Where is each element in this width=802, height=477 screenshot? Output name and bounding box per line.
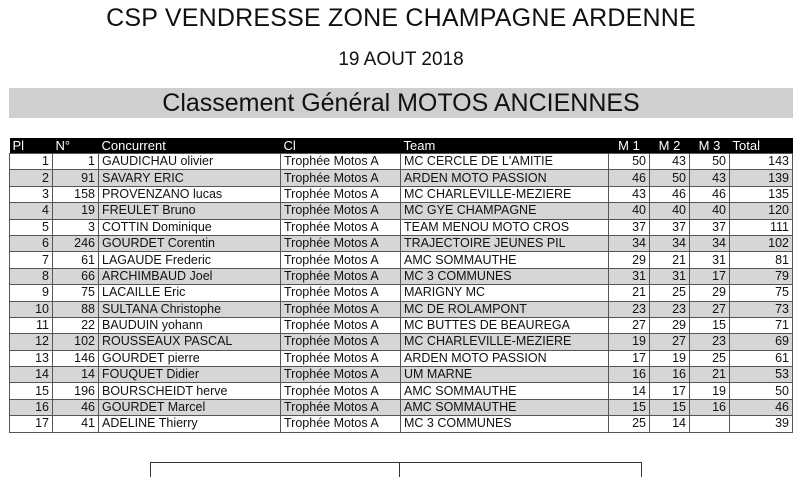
cell-class: Trophée Motos A <box>281 186 401 202</box>
cell-competitor: GOURDET pierre <box>99 350 281 366</box>
cell-m1: 21 <box>609 285 650 301</box>
cell-team: MARIGNY MC <box>401 285 609 301</box>
cell-m1: 15 <box>609 399 650 415</box>
cell-m3: 50 <box>690 154 730 170</box>
table-row <box>10 219 793 235</box>
cell-place: 12 <box>10 334 53 350</box>
cell-team: MC DE ROLAMPONT <box>401 301 609 317</box>
cell-class: Trophée Motos A <box>281 334 401 350</box>
cell-total: 39 <box>730 416 793 432</box>
cell-m3: 17 <box>690 268 730 284</box>
cell-total: 50 <box>730 383 793 399</box>
cell-m3: 29 <box>690 285 730 301</box>
table-row <box>10 186 793 202</box>
cell-place: 4 <box>10 203 53 219</box>
table-header-row <box>10 138 793 154</box>
cell-m2: 15 <box>650 399 690 415</box>
cell-place: 11 <box>10 317 53 333</box>
cell-place: 7 <box>10 252 53 268</box>
table-row <box>10 416 793 432</box>
cell-place: 1 <box>10 154 53 170</box>
cell-m2: 46 <box>650 186 690 202</box>
cell-class: Trophée Motos A <box>281 154 401 170</box>
cell-competitor: LAGAUDE Frederic <box>99 252 281 268</box>
cell-m1: 37 <box>609 219 650 235</box>
table-row <box>10 252 793 268</box>
cell-m1: 14 <box>609 383 650 399</box>
cell-class: Trophée Motos A <box>281 285 401 301</box>
col-header-competitor: Concurrent <box>99 138 281 154</box>
cell-total: 61 <box>730 350 793 366</box>
cell-m2: 37 <box>650 219 690 235</box>
col-header-m2: M 2 <box>650 138 690 154</box>
table-row <box>10 203 793 219</box>
cell-number: 41 <box>53 416 99 432</box>
cell-competitor: ADELINE Thierry <box>99 416 281 432</box>
cell-m1: 40 <box>609 203 650 219</box>
cell-m2: 34 <box>650 235 690 251</box>
cell-place: 9 <box>10 285 53 301</box>
cell-m3: 27 <box>690 301 730 317</box>
cell-m1: 50 <box>609 154 650 170</box>
cell-total: 71 <box>730 317 793 333</box>
cell-number: 66 <box>53 268 99 284</box>
cell-class: Trophée Motos A <box>281 268 401 284</box>
cell-number: 158 <box>53 186 99 202</box>
table-row <box>10 367 793 383</box>
cell-competitor: COTTIN Dominique <box>99 219 281 235</box>
cell-competitor: LACAILLE Eric <box>99 285 281 301</box>
cell-total: 135 <box>730 186 793 202</box>
cell-class: Trophée Motos A <box>281 399 401 415</box>
cell-m1: 16 <box>609 367 650 383</box>
cell-number: 91 <box>53 170 99 186</box>
cell-total: 53 <box>730 367 793 383</box>
cell-m3: 34 <box>690 235 730 251</box>
cell-place: 2 <box>10 170 53 186</box>
cell-place: 16 <box>10 399 53 415</box>
cell-team: TEAM MENOU MOTO CROS <box>401 219 609 235</box>
cell-m3 <box>690 416 730 432</box>
col-header-number: N° <box>53 138 99 154</box>
footer-box <box>150 462 642 477</box>
cell-number: 102 <box>53 334 99 350</box>
cell-competitor: GAUDICHAU olivier <box>99 154 281 170</box>
cell-team: MC CHARLEVILLE-MEZIERE <box>401 334 609 350</box>
cell-m1: 23 <box>609 301 650 317</box>
cell-m2: 23 <box>650 301 690 317</box>
cell-number: 146 <box>53 350 99 366</box>
cell-m3: 37 <box>690 219 730 235</box>
cell-m1: 31 <box>609 268 650 284</box>
col-header-m3: M 3 <box>690 138 730 154</box>
cell-class: Trophée Motos A <box>281 317 401 333</box>
cell-competitor: SULTANA Christophe <box>99 301 281 317</box>
cell-class: Trophée Motos A <box>281 252 401 268</box>
cell-m1: 19 <box>609 334 650 350</box>
cell-place: 5 <box>10 219 53 235</box>
results-table <box>9 138 793 433</box>
cell-class: Trophée Motos A <box>281 203 401 219</box>
cell-place: 14 <box>10 367 53 383</box>
cell-number: 196 <box>53 383 99 399</box>
cell-class: Trophée Motos A <box>281 235 401 251</box>
cell-total: 120 <box>730 203 793 219</box>
table-row <box>10 383 793 399</box>
table-row <box>10 399 793 415</box>
cell-class: Trophée Motos A <box>281 383 401 399</box>
cell-competitor: GOURDET Corentin <box>99 235 281 251</box>
cell-team: MC 3 COMMUNES <box>401 268 609 284</box>
col-header-class: Cl <box>281 138 401 154</box>
cell-total: 73 <box>730 301 793 317</box>
cell-m3: 25 <box>690 350 730 366</box>
cell-number: 75 <box>53 285 99 301</box>
col-header-team: Team <box>401 138 609 154</box>
cell-place: 17 <box>10 416 53 432</box>
cell-total: 81 <box>730 252 793 268</box>
col-header-total: Total <box>730 138 793 154</box>
cell-number: 22 <box>53 317 99 333</box>
cell-m2: 14 <box>650 416 690 432</box>
col-header-place: Pl <box>10 138 53 154</box>
cell-m3: 16 <box>690 399 730 415</box>
cell-team: MC CERCLE DE L'AMITIE <box>401 154 609 170</box>
cell-number: 14 <box>53 367 99 383</box>
cell-team: UM MARNE <box>401 367 609 383</box>
cell-class: Trophée Motos A <box>281 301 401 317</box>
cell-m1: 34 <box>609 235 650 251</box>
table-row <box>10 235 793 251</box>
cell-team: MC 3 COMMUNES <box>401 416 609 432</box>
cell-m1: 27 <box>609 317 650 333</box>
cell-class: Trophée Motos A <box>281 416 401 432</box>
cell-team: ARDEN MOTO PASSION <box>401 350 609 366</box>
cell-m2: 25 <box>650 285 690 301</box>
cell-number: 246 <box>53 235 99 251</box>
col-header-m1: M 1 <box>609 138 650 154</box>
cell-m3: 31 <box>690 252 730 268</box>
cell-number: 61 <box>53 252 99 268</box>
table-row <box>10 154 793 170</box>
cell-m2: 50 <box>650 170 690 186</box>
cell-m3: 15 <box>690 317 730 333</box>
cell-total: 143 <box>730 154 793 170</box>
cell-class: Trophée Motos A <box>281 170 401 186</box>
cell-class: Trophée Motos A <box>281 350 401 366</box>
cell-competitor: ROUSSEAUX PASCAL <box>99 334 281 350</box>
cell-total: 75 <box>730 285 793 301</box>
cell-m1: 43 <box>609 186 650 202</box>
cell-m2: 43 <box>650 154 690 170</box>
page-title: CSP VENDRESSE ZONE CHAMPAGNE ARDENNE <box>106 4 696 32</box>
cell-m2: 40 <box>650 203 690 219</box>
table-row <box>10 268 793 284</box>
cell-class: Trophée Motos A <box>281 219 401 235</box>
cell-total: 102 <box>730 235 793 251</box>
cell-total: 46 <box>730 399 793 415</box>
cell-competitor: FREULET Bruno <box>99 203 281 219</box>
cell-m2: 27 <box>650 334 690 350</box>
cell-m1: 25 <box>609 416 650 432</box>
cell-place: 3 <box>10 186 53 202</box>
cell-m3: 21 <box>690 367 730 383</box>
cell-competitor: GOURDET Marcel <box>99 399 281 415</box>
cell-class: Trophée Motos A <box>281 367 401 383</box>
cell-competitor: FOUQUET Didier <box>99 367 281 383</box>
cell-m1: 46 <box>609 170 650 186</box>
cell-m2: 19 <box>650 350 690 366</box>
cell-team: TRAJECTOIRE JEUNES PIL <box>401 235 609 251</box>
table-row <box>10 317 793 333</box>
cell-m2: 17 <box>650 383 690 399</box>
cell-m2: 16 <box>650 367 690 383</box>
cell-m2: 21 <box>650 252 690 268</box>
cell-total: 139 <box>730 170 793 186</box>
table-row <box>10 170 793 186</box>
table-row <box>10 334 793 350</box>
cell-team: ARDEN MOTO PASSION <box>401 170 609 186</box>
cell-total: 79 <box>730 268 793 284</box>
footer-divider <box>399 463 400 477</box>
cell-team: MC BUTTES DE BEAUREGA <box>401 317 609 333</box>
cell-m2: 29 <box>650 317 690 333</box>
cell-team: MC GYE CHAMPAGNE <box>401 203 609 219</box>
cell-team: AMC SOMMAUTHE <box>401 383 609 399</box>
cell-m2: 31 <box>650 268 690 284</box>
table-row <box>10 350 793 366</box>
cell-m3: 23 <box>690 334 730 350</box>
cell-number: 46 <box>53 399 99 415</box>
cell-competitor: SAVARY ERIC <box>99 170 281 186</box>
ranking-banner: Classement Général MOTOS ANCIENNES <box>9 88 793 118</box>
cell-place: 8 <box>10 268 53 284</box>
cell-team: AMC SOMMAUTHE <box>401 252 609 268</box>
cell-total: 111 <box>730 219 793 235</box>
table-row <box>10 285 793 301</box>
cell-m3: 40 <box>690 203 730 219</box>
cell-place: 6 <box>10 235 53 251</box>
cell-competitor: ARCHIMBAUD Joel <box>99 268 281 284</box>
cell-competitor: BAUDUIN yohann <box>99 317 281 333</box>
cell-competitor: BOURSCHEIDT herve <box>99 383 281 399</box>
cell-place: 13 <box>10 350 53 366</box>
cell-number: 19 <box>53 203 99 219</box>
cell-m3: 19 <box>690 383 730 399</box>
cell-m3: 43 <box>690 170 730 186</box>
cell-number: 1 <box>53 154 99 170</box>
event-date: 19 AOUT 2018 <box>338 49 464 70</box>
cell-number: 3 <box>53 219 99 235</box>
cell-m1: 17 <box>609 350 650 366</box>
cell-team: AMC SOMMAUTHE <box>401 399 609 415</box>
cell-team: MC CHARLEVILLE-MEZIERE <box>401 186 609 202</box>
cell-competitor: PROVENZANO lucas <box>99 186 281 202</box>
cell-m3: 46 <box>690 186 730 202</box>
cell-place: 15 <box>10 383 53 399</box>
cell-m1: 29 <box>609 252 650 268</box>
cell-total: 69 <box>730 334 793 350</box>
table-row <box>10 301 793 317</box>
cell-place: 10 <box>10 301 53 317</box>
cell-number: 88 <box>53 301 99 317</box>
